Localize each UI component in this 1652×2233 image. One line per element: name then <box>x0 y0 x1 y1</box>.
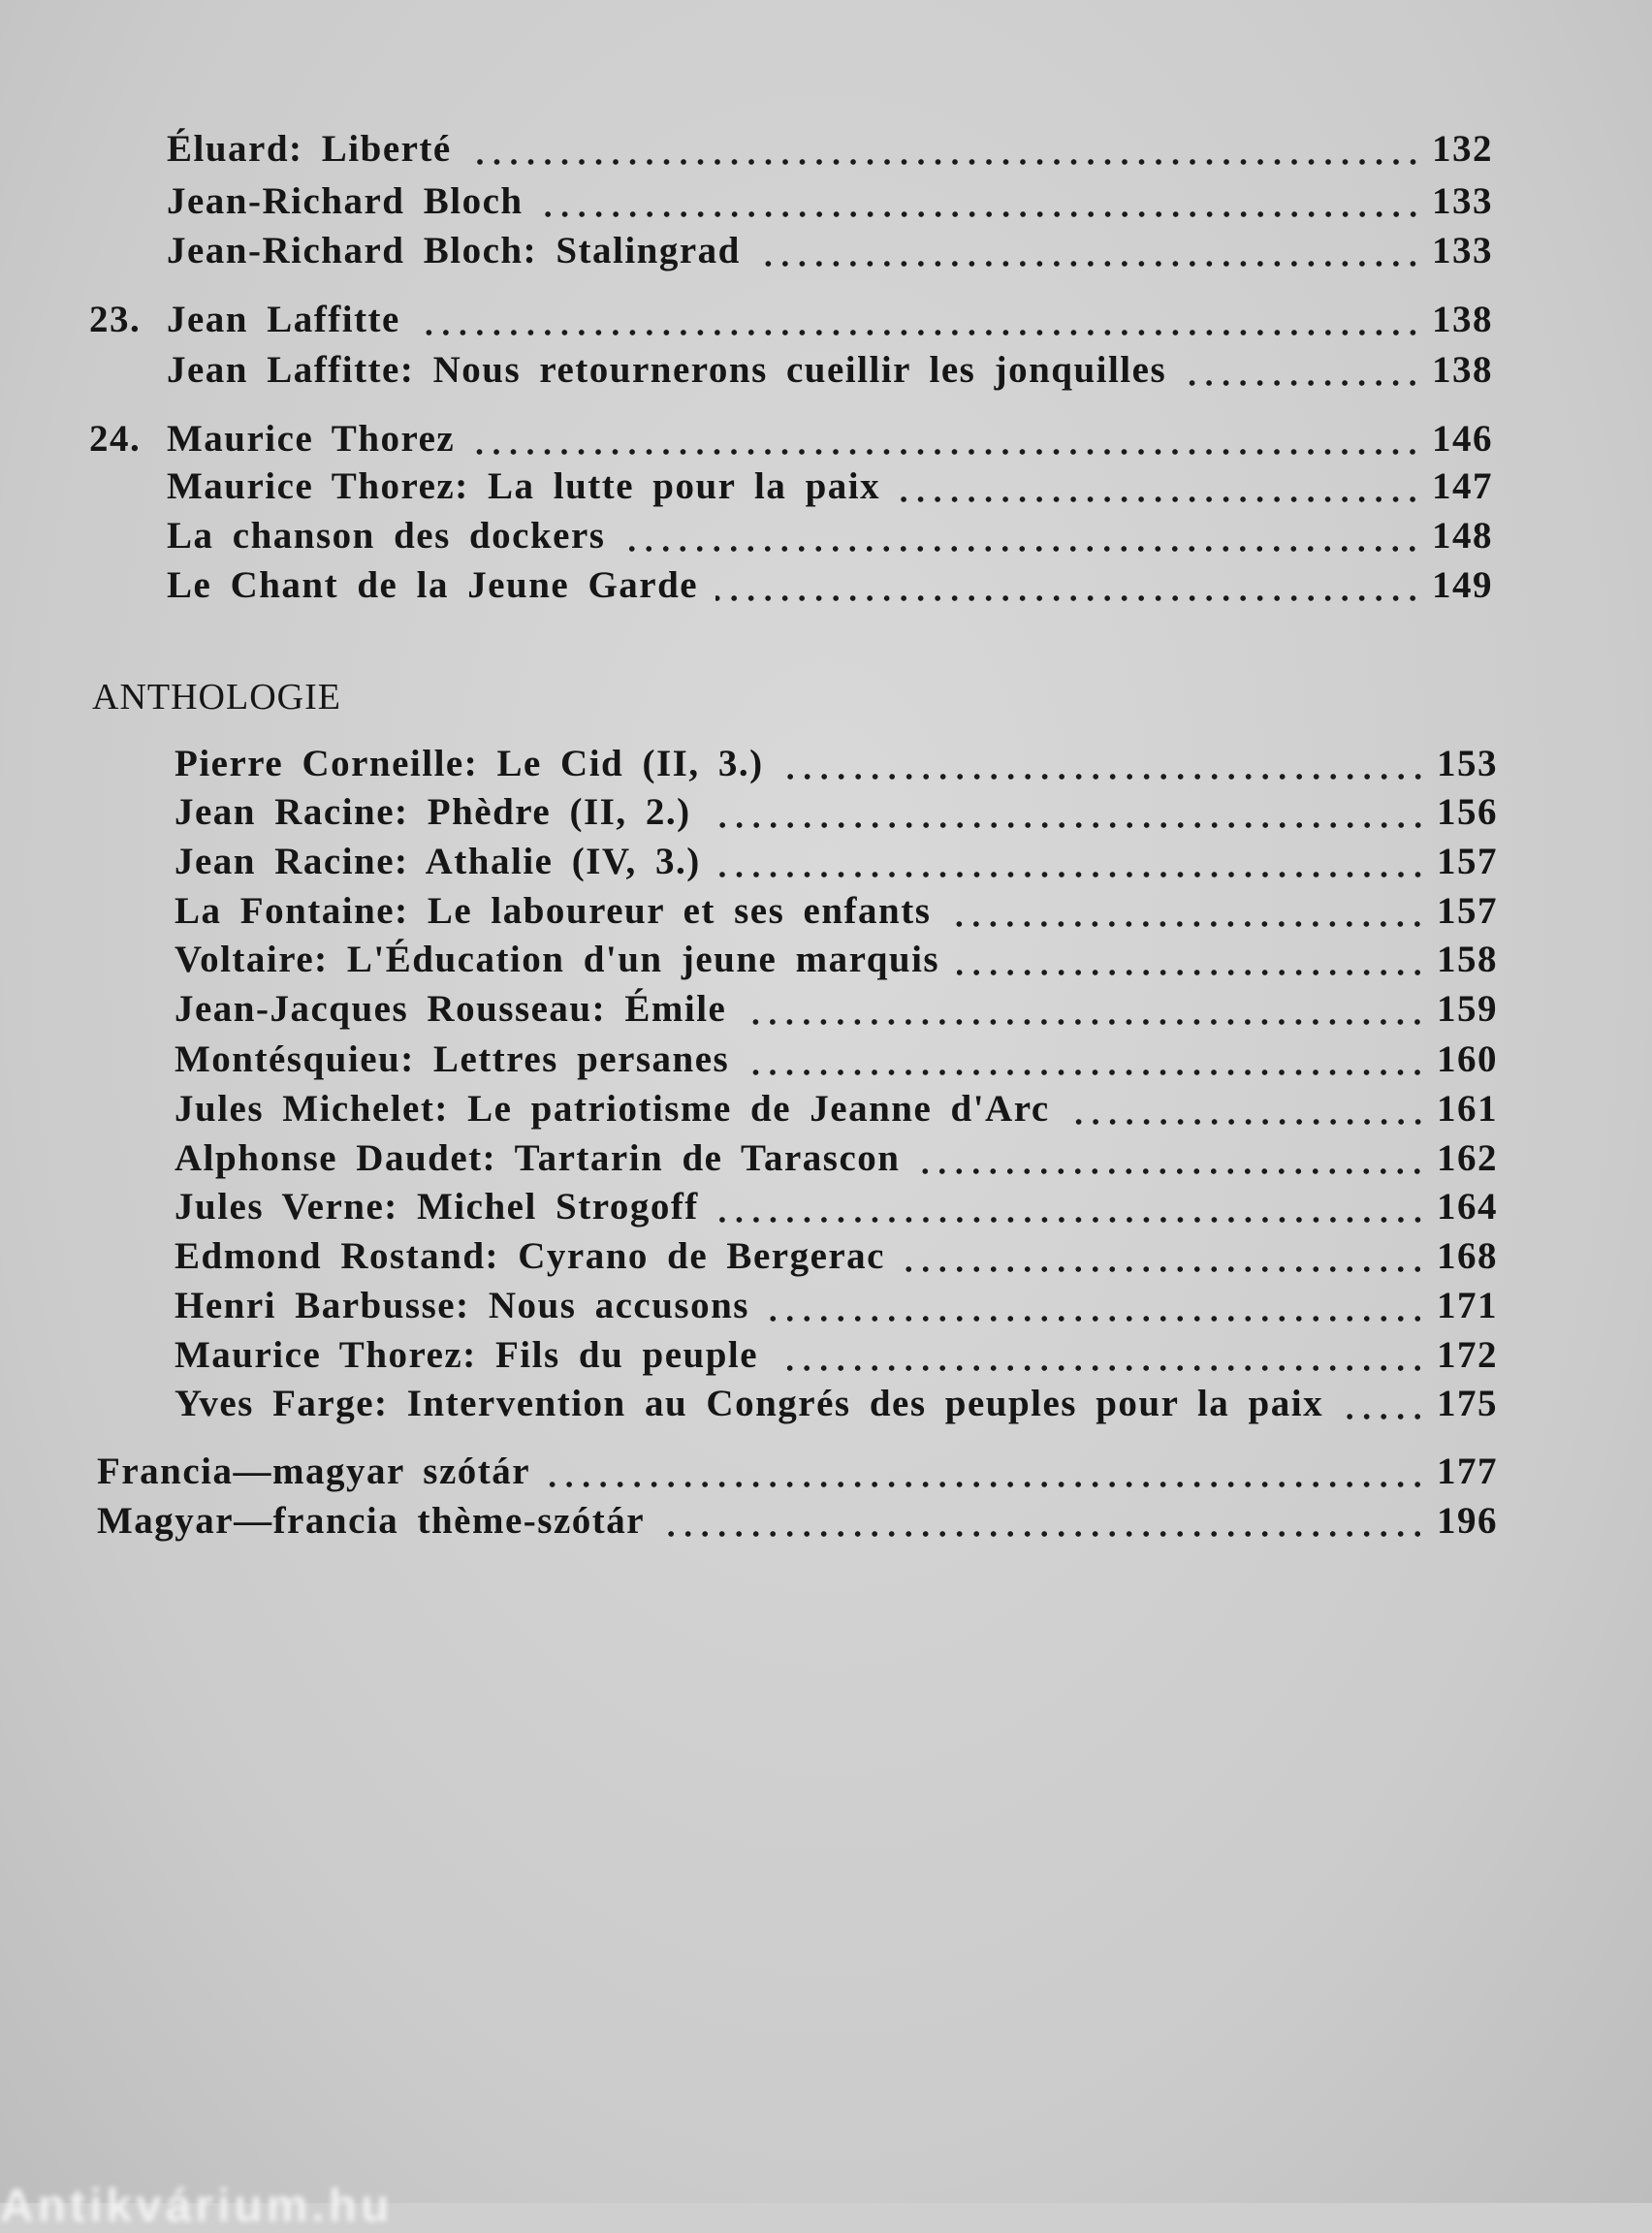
page-number: 148 <box>1432 515 1493 557</box>
dot-leader <box>948 920 1426 928</box>
watermark: Antikvárium.hu <box>0 2181 394 2232</box>
chapter-number: 24. <box>89 418 142 460</box>
anthology-heading: ANTHOLOGIE <box>92 677 341 718</box>
page-number: 175 <box>1437 1383 1498 1424</box>
page-number: 157 <box>1437 890 1498 932</box>
dot-leader <box>758 260 1421 268</box>
dot-leader <box>541 210 1421 218</box>
dot-leader <box>1067 1118 1426 1126</box>
dot-leader <box>709 821 1426 829</box>
toc-entry <box>167 514 1493 562</box>
page-number: 146 <box>1432 418 1493 460</box>
entry-title: Le Chant de la Jeune Garde <box>167 564 699 606</box>
entry-title: Jean-Richard Bloch: Stalingrad <box>167 230 741 271</box>
chapter-number: 23. <box>89 299 142 340</box>
toc-entry <box>175 1284 1498 1332</box>
dot-leader <box>469 158 1421 166</box>
dot-leader <box>548 1481 1426 1488</box>
entry-title: Yves Farge: Intervention au Congrés des peuples pour la paix <box>175 1383 1324 1424</box>
entry-title: Henri Barbusse: Nous accusons <box>175 1285 749 1326</box>
entry-title: Jean-Richard Bloch <box>167 180 524 222</box>
entry-title: Voltaire: L'Éducation d'un jeune marquis <box>175 939 940 980</box>
page-number: 172 <box>1437 1334 1498 1376</box>
entry-title: Montésquieu: Lettres persanes <box>175 1038 730 1080</box>
dot-leader <box>662 1530 1426 1538</box>
page-number: 161 <box>1437 1088 1498 1130</box>
toc-entry <box>175 987 1498 1036</box>
dot-leader <box>1184 379 1421 387</box>
page-number: 177 <box>1437 1451 1498 1492</box>
page-number: 164 <box>1437 1186 1498 1228</box>
page-number: 147 <box>1432 465 1493 507</box>
page-number: 196 <box>1437 1500 1498 1542</box>
page-number: 160 <box>1437 1038 1498 1080</box>
toc-entry <box>175 1185 1498 1233</box>
page-number: 133 <box>1432 180 1493 222</box>
entry-title: Maurice Thorez: La lutte pour la paix <box>167 465 881 507</box>
dot-leader <box>744 1018 1426 1026</box>
toc-entry <box>175 1087 1498 1135</box>
page-number: 132 <box>1432 128 1493 170</box>
entry-title: La chanson des dockers <box>167 515 606 557</box>
toc-entry <box>167 464 1493 513</box>
dot-leader <box>781 773 1426 781</box>
dot-leader <box>715 594 1421 602</box>
dot-leader <box>1341 1413 1426 1420</box>
page-number: 158 <box>1437 939 1498 980</box>
page-number: 138 <box>1432 349 1493 391</box>
dot-leader <box>718 871 1426 878</box>
toc-entry <box>175 1136 1498 1185</box>
toc-entry <box>167 229 1493 277</box>
page-number: 149 <box>1432 564 1493 606</box>
entry-title: Maurice Thorez: Fils du peuple <box>175 1334 759 1376</box>
toc-entry <box>175 1382 1498 1430</box>
toc-entry <box>89 298 1493 346</box>
entry-title: Alphonse Daudet: Tartarin de Tarascon <box>175 1137 901 1179</box>
dot-leader <box>747 1069 1426 1076</box>
toc-entry <box>175 938 1498 986</box>
dot-leader <box>418 329 1421 336</box>
toc-entry <box>167 348 1493 397</box>
dot-leader <box>957 969 1426 976</box>
toc-entry <box>175 1333 1498 1382</box>
dot-leader <box>767 1315 1426 1323</box>
entry-title: Jules Verne: Michel Strogoff <box>175 1186 699 1228</box>
dot-leader <box>776 1364 1426 1372</box>
entry-title: Jean Racine: Phèdre (II, 2.) <box>175 791 691 833</box>
toc-entry <box>167 563 1493 612</box>
page-number: 159 <box>1437 988 1498 1030</box>
dot-leader <box>903 1265 1426 1273</box>
toc-entry <box>175 889 1498 938</box>
toc-entry <box>175 1037 1498 1086</box>
toc-entry <box>97 1499 1498 1547</box>
entry-title: Jean Racine: Athalie (IV, 3.) <box>175 841 701 882</box>
page-number: 156 <box>1437 791 1498 833</box>
entry-title: Magyar—francia thème-szótár <box>97 1500 646 1542</box>
entry-title: Maurice Thorez <box>167 418 456 460</box>
entry-title: Jean Laffitte: Nous retournerons cueillir les jonquilles <box>167 349 1167 391</box>
toc-entry <box>175 1234 1498 1283</box>
dot-leader <box>716 1216 1426 1224</box>
entry-title: Francia—magyar szótár <box>97 1451 531 1492</box>
toc-entry <box>175 742 1498 790</box>
toc-entry <box>175 840 1498 888</box>
toc-entry <box>167 179 1493 228</box>
page-number: 168 <box>1437 1235 1498 1277</box>
page-number: 157 <box>1437 841 1498 882</box>
entry-title: La Fontaine: Le laboureur et ses enfants <box>175 890 932 932</box>
dot-leader <box>917 1167 1426 1175</box>
entry-title: Éluard: Liberté <box>167 128 452 170</box>
page-number: 133 <box>1432 230 1493 271</box>
entry-title: Jean Laffitte <box>167 299 400 340</box>
toc-entry <box>89 417 1493 465</box>
page-number: 162 <box>1437 1137 1498 1179</box>
entry-title: Jules Michelet: Le patriotisme de Jeanne d'Arc <box>175 1088 1050 1130</box>
page-number: 171 <box>1437 1285 1498 1326</box>
entry-title: Pierre Corneille: Le Cid (II, 3.) <box>175 743 764 784</box>
page-number: 153 <box>1437 743 1498 784</box>
toc-entry <box>97 1450 1498 1498</box>
entry-title: Jean-Jacques Rousseau: Émile <box>175 988 727 1030</box>
toc-entry <box>167 127 1493 175</box>
toc-entry <box>175 790 1498 839</box>
page-number: 138 <box>1432 299 1493 340</box>
dot-leader <box>622 545 1421 553</box>
dot-leader <box>898 495 1421 503</box>
entry-title: Edmond Rostand: Cyrano de Bergerac <box>175 1235 885 1277</box>
dot-leader <box>472 448 1421 456</box>
